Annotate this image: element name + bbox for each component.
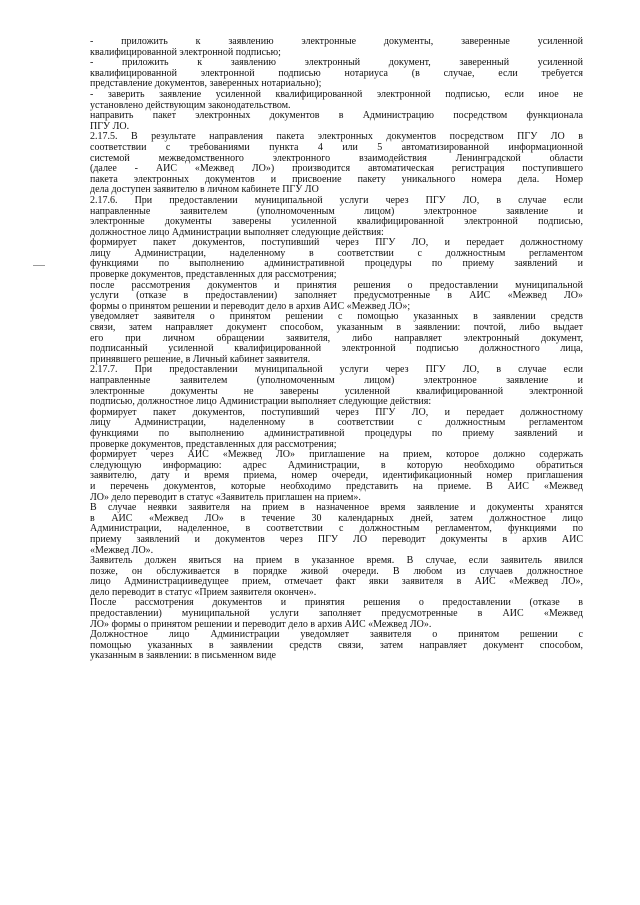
text-line: проверке документов, представленных для рассмотрения; <box>90 270 337 281</box>
text-line: формирует пакет документов, поступивший через ПГУ ЛО, и передает должностному <box>90 407 583 418</box>
text-line: ЛО» формы о принятом решении и переводит дело в архив АИС «Межвед ЛО». <box>90 619 432 630</box>
text-line: должностное лицо Администрации выполняет следующие действия: <box>90 227 384 238</box>
text-line: Администрации, наделенное, в соответствии с должностным регламентом, функциями по <box>90 524 583 535</box>
text-line: ЛО» дело переводит в статус «Заявитель приглашен на прием». <box>90 492 361 503</box>
text-line: электронные документы заверены усиленной квалифицированной электронной подписью, <box>90 217 583 228</box>
text-line: лицу Администрации, наделенному в соответствии с должностным регламентом <box>90 248 583 259</box>
text-line: направленные заявителем (уполномоченным лицом) электронное заявление и <box>90 376 583 386</box>
text-line: квалифицированной электронной подписью нотариуса (в случае, если требуется <box>90 68 583 79</box>
text-line: и перечень документов, которые необходимо представить на приеме. В АИС «Межвед <box>90 481 583 492</box>
text-line: дела доступен заявителю в личном кабинете ПГУ ЛО <box>90 185 319 196</box>
text-line: связи, затем направляет документ способом, указанным в заявлении: почтой, либо выдает <box>90 323 583 334</box>
text-line: лицо Администрацииведущее прием, отмечает факт явки заявителя в АИС «Межвед ЛО», <box>90 577 583 588</box>
text-line: направить пакет электронных документов в Администрацию посредством функционала <box>90 111 583 122</box>
text-line: направленные заявителем (уполномоченным лицом) электронное заявление и <box>90 206 583 217</box>
text-line: лицу Администрации, наделенному в соответствии с должностным регламентом <box>90 418 583 429</box>
text-line: предоставлении) муниципальной услуги заполняет предусмотренные в АИС «Межвед <box>90 609 583 620</box>
text-line: позже, он обслуживается в порядке живой очереди. В любом из случаев должностное <box>90 566 583 577</box>
text-line: 2.17.6. При предоставлении муниципальной услуги через ПГУ ЛО, в случае если <box>90 195 583 206</box>
text-line: подписанный усиленной квалифицированной электронной подписью должностного лица, <box>90 344 583 355</box>
text-line: в АИС «Межвед ЛО» в течение 30 календарных дней, затем должностное лицо <box>90 513 583 524</box>
text-line: указанным в заявлении: в письменном виде <box>90 651 276 662</box>
text-line: 2.17.7. При предоставлении муниципальной услуги через ПГУ ЛО, в случае если <box>90 365 583 376</box>
text-line: проверке документов, представленных для рассмотрения; <box>90 439 337 450</box>
text-line: системой межведомственного электронного взаимодействия Ленинградской области <box>90 153 583 164</box>
text-line: помощью указанных в заявлении средств связи, затем направляет документ способом, <box>90 640 583 651</box>
text-line: принявшего решение, в Личный кабинет заявителя. <box>90 354 311 365</box>
document-body <box>90 37 583 662</box>
text-line: формирует через АИС «Межвед ЛО» приглашение на прием, которое должно содержать <box>90 450 583 461</box>
text-line: установлено действующим законодательством. <box>90 100 291 111</box>
text-line: следующую информацию: адрес Администрации, в которую необходимо обратиться <box>90 460 583 471</box>
text-line: 2.17.5. В результате направления пакета электронных документов посредством ПГУ ЛО в <box>90 132 583 143</box>
text-line: формы о принятом решении и переводит дело в архив АИС «Межвед ЛО»; <box>90 301 411 312</box>
text-line: Должностное лицо Администрации уведомляет заявителя о принятом решении с <box>90 630 583 641</box>
text-line: «Межвед ЛО». <box>90 545 154 556</box>
text-line: - приложить к заявлению электронный документ, заверенный усиленной <box>90 58 583 69</box>
text-line: электронные документы не заверены усиленной квалифицированной электронной <box>90 386 583 397</box>
text-line: пакета электронных документов и присвоение пакету уникального номера дела. Номер <box>90 174 583 185</box>
text-line: (далее - АИС «Межвед ЛО») производится автоматическая регистрация поступившего <box>90 164 583 175</box>
text-line: дело переводит в статус «Прием заявителя окончен». <box>90 587 317 598</box>
text-line: Заявитель должен явиться на прием в указанное время. В случае, если заявитель явился <box>90 556 583 567</box>
text-line: - заверить заявление усиленной квалифицированной электронной подписью, если иное не <box>90 89 583 100</box>
text-line: функциями по выполнению административной процедуры по приему заявлений и <box>90 428 583 439</box>
margin-scan-mark <box>33 265 45 266</box>
text-line: формирует пакет документов, поступивший через ПГУ ЛО, и передает должностному <box>90 238 583 249</box>
text-line: квалифицированной электронной подписью; <box>90 47 281 58</box>
text-line: представление документов, заверенных нотариально); <box>90 79 322 90</box>
text-line: функциями по выполнению административной процедуры по приему заявлений и <box>90 259 583 270</box>
text-line: После рассмотрения документов и принятия решения о предоставлении (отказе в <box>90 598 583 609</box>
text-line: услуги (отказе в предоставлении) заполняет предусмотренные в АИС «Межвед ЛО» <box>90 291 583 302</box>
text-line: подписью, должностное лицо Администрации выполняет следующие действия: <box>90 397 432 408</box>
text-line: уведомляет заявителя о принятом решении с помощью указанных в заявлении средств <box>90 312 583 323</box>
text-line: заявителю, дату и время приема, номер очереди, идентификационный номер приглашения <box>90 471 583 482</box>
text-line: его при личном обращении заявителя, либо направляет электронный документ, <box>90 333 583 344</box>
text-line: после рассмотрения документов и принятия решения о предоставлении муниципальной <box>90 280 583 291</box>
text-line: ПГУ ЛО. <box>90 121 130 132</box>
text-line: В случае неявки заявителя на прием в назначенное время заявление и документы хранятся <box>90 503 583 514</box>
text-line: - приложить к заявлению электронные документы, заверенные усиленной <box>90 37 583 47</box>
text-line: приему заявлений и документов через ПГУ ЛО переводит документы в архив АИС <box>90 534 583 545</box>
text-line: соответствии с требованиями пункта 4 или 5 автоматизированной информационной <box>90 142 583 153</box>
